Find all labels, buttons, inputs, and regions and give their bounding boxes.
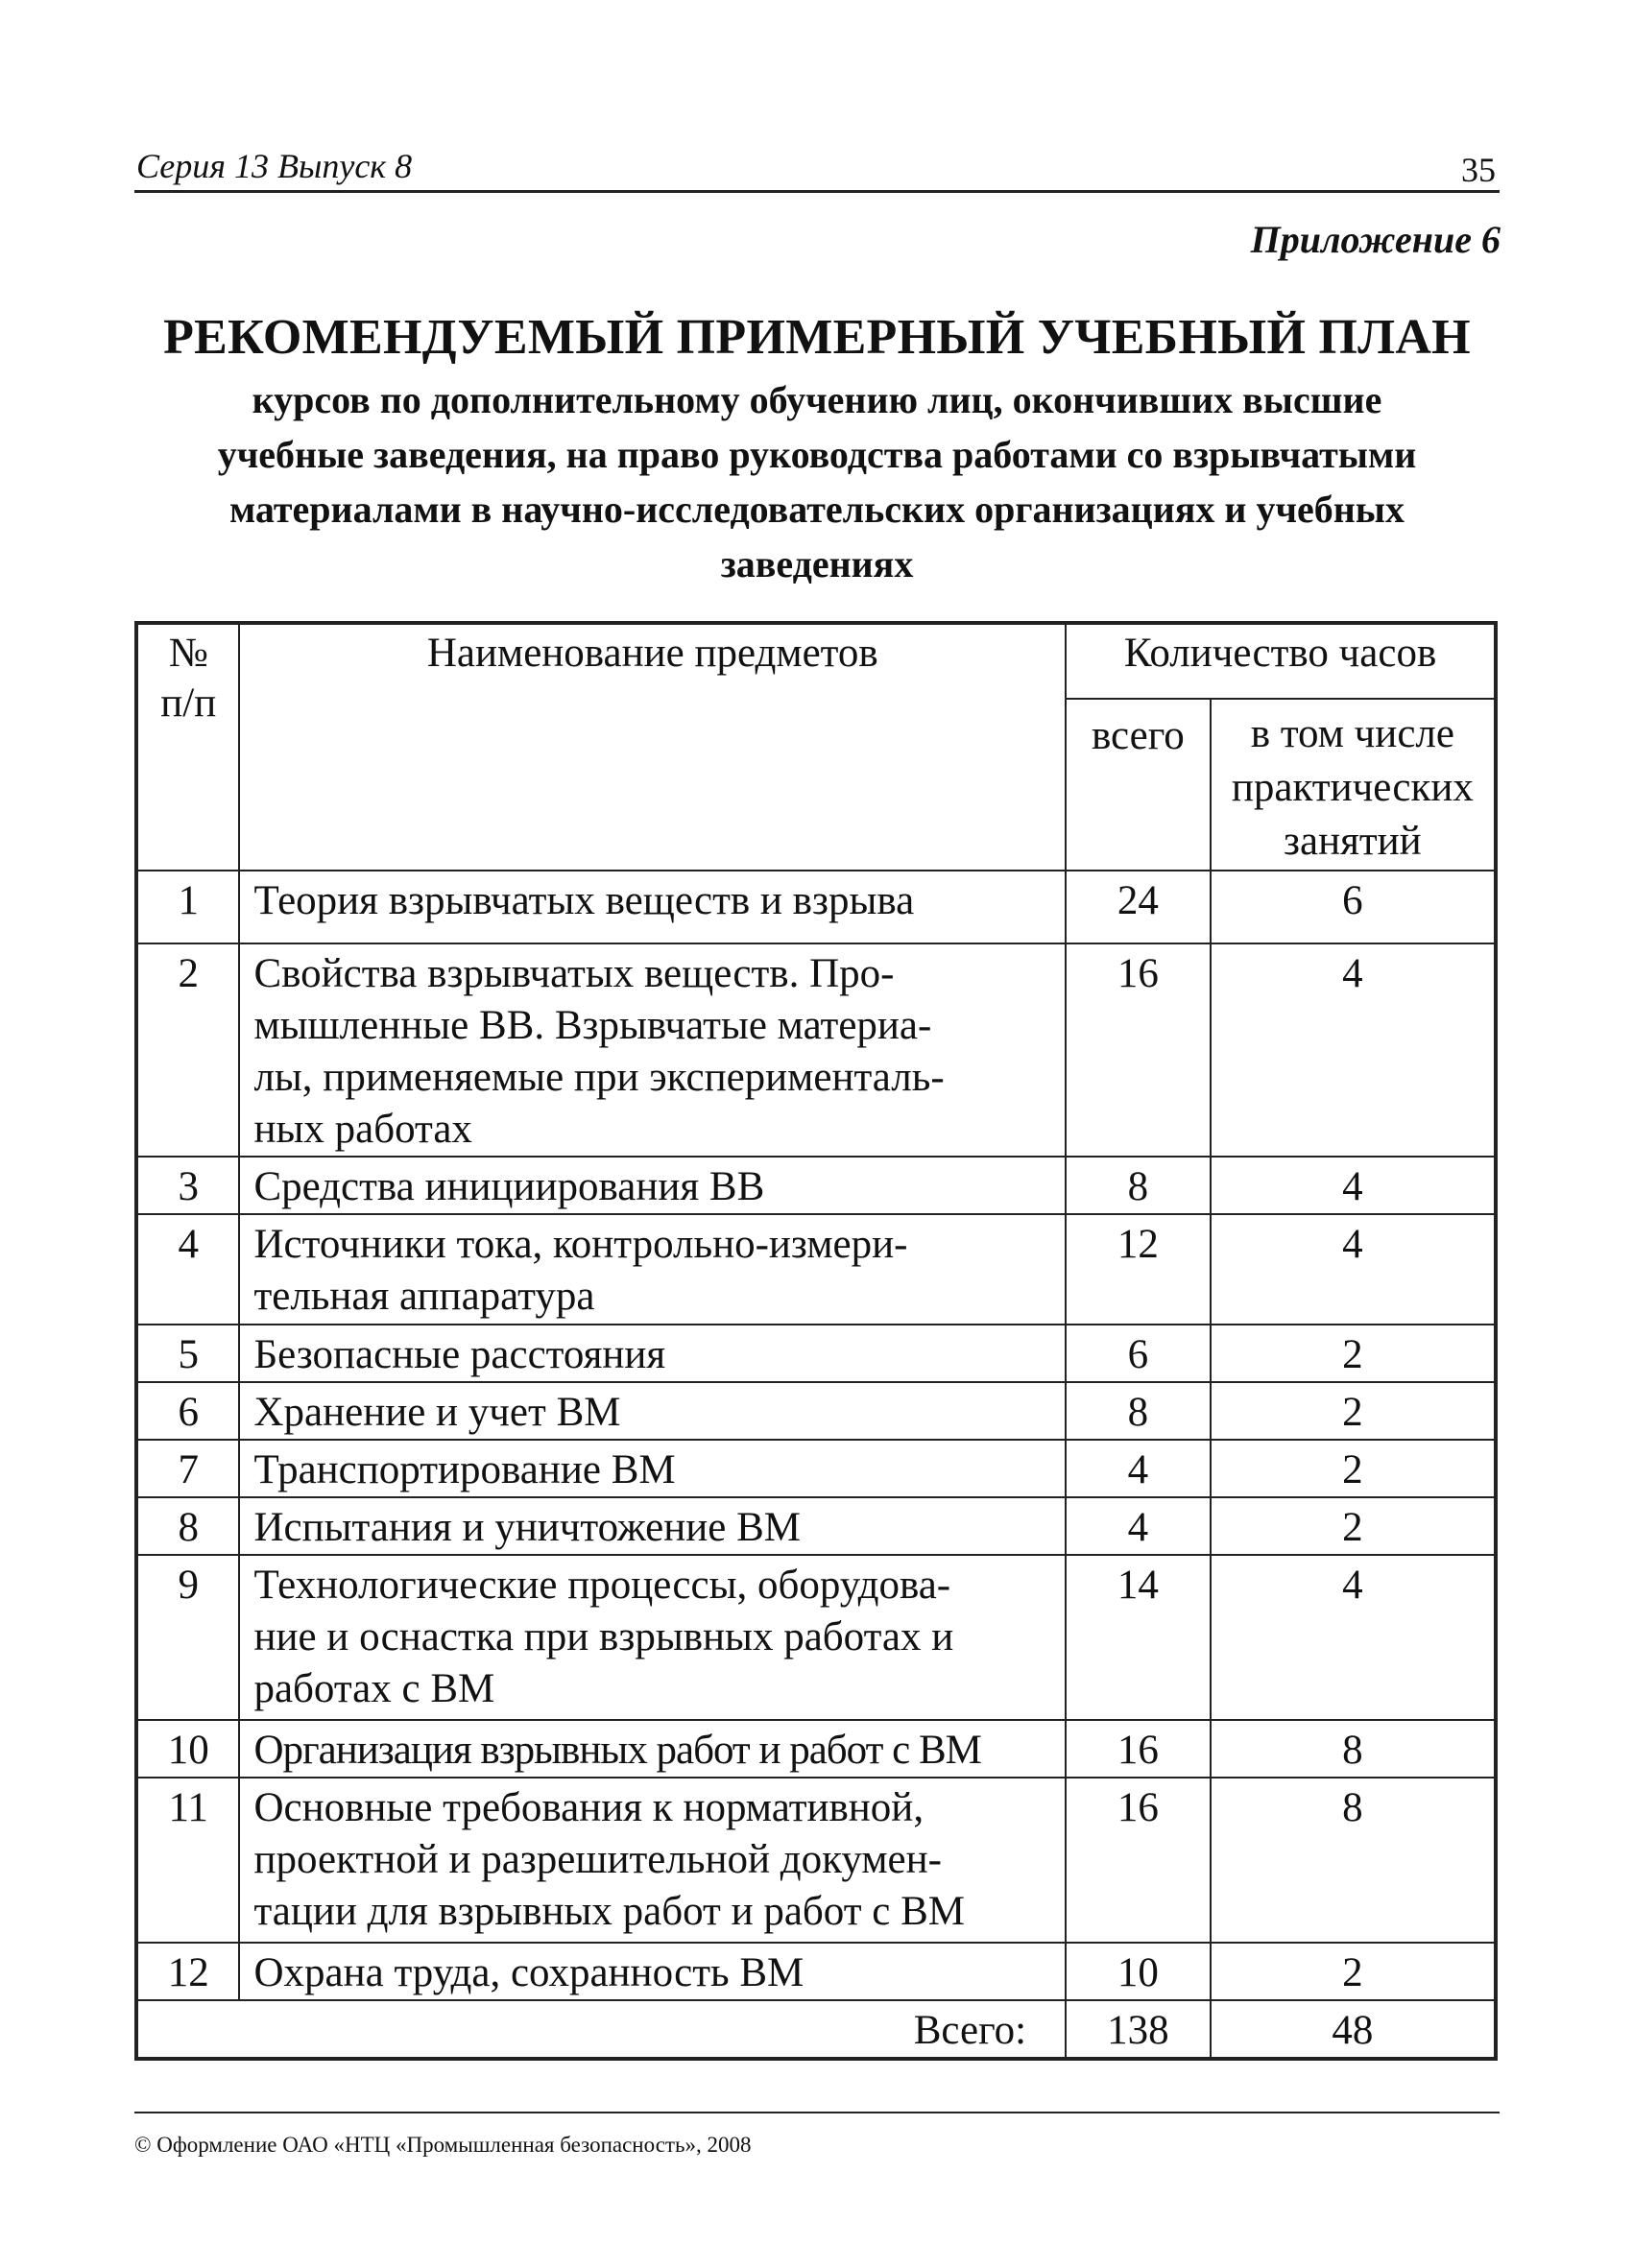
row-practical: 4 bbox=[1211, 1555, 1496, 1720]
table-row bbox=[136, 1157, 1496, 1214]
copyright-footer: © Оформление ОАО «НТЦ «Промышленная безопасность», 2008 bbox=[134, 2133, 752, 2157]
table-summary-row bbox=[136, 2000, 1496, 2059]
row-number: 1 bbox=[136, 871, 239, 943]
row-practical: 4 bbox=[1211, 1214, 1496, 1325]
header-number-symbol: № bbox=[168, 631, 208, 676]
row-total: 16 bbox=[1066, 1720, 1211, 1778]
row-total: 4 bbox=[1066, 1497, 1211, 1555]
row-total: 24 bbox=[1066, 871, 1211, 943]
header-practical-line: занятий bbox=[1284, 819, 1422, 864]
appendix-label: Приложение 6 bbox=[1250, 218, 1501, 261]
row-subject bbox=[239, 1497, 1066, 1555]
subtitle-line: учебные заведения, на право руководства работами со взрывчатыми bbox=[217, 433, 1417, 476]
row-subject bbox=[239, 1555, 1066, 1720]
summary-label: Всего: bbox=[136, 2000, 1066, 2059]
header-practical-line: в том числе bbox=[1250, 711, 1454, 756]
row-subject-line: ние и оснастка при взрывных работах и bbox=[253, 1614, 954, 1659]
subtitle-line: материалами в научно-исследовательских организациях и учебных bbox=[228, 488, 1405, 531]
table-row bbox=[136, 1555, 1496, 1720]
row-practical: 4 bbox=[1211, 943, 1496, 1157]
row-practical: 2 bbox=[1211, 1440, 1496, 1497]
row-number: 11 bbox=[136, 1778, 239, 1943]
header-total: всего bbox=[1066, 699, 1211, 871]
row-subject bbox=[239, 1720, 1066, 1778]
header-hours: Количество часов bbox=[1066, 623, 1496, 699]
table-header-row bbox=[136, 623, 1496, 699]
row-subject-line: Хранение и учет ВМ bbox=[253, 1390, 621, 1435]
row-total: 16 bbox=[1066, 943, 1211, 1157]
document-title: РЕКОМЕНДУЕМЫЙ ПРИМЕРНЫЙ УЧЕБНЫЙ ПЛАН bbox=[163, 310, 1471, 365]
table-row bbox=[136, 1325, 1496, 1382]
footer-divider bbox=[134, 2112, 1500, 2113]
row-number: 12 bbox=[136, 1943, 239, 2000]
table-row bbox=[136, 1720, 1496, 1778]
row-subject bbox=[239, 1778, 1066, 1943]
row-number: 5 bbox=[136, 1325, 239, 1382]
row-subject bbox=[239, 1214, 1066, 1325]
row-practical: 4 bbox=[1211, 1157, 1496, 1214]
row-subject bbox=[239, 1157, 1066, 1214]
page-header bbox=[134, 144, 1500, 193]
table-row bbox=[136, 1943, 1496, 2000]
header-practical bbox=[1211, 699, 1496, 871]
row-subject-line: тельная аппаратура bbox=[253, 1274, 595, 1319]
row-number: 10 bbox=[136, 1720, 239, 1778]
row-number: 3 bbox=[136, 1157, 239, 1214]
row-total: 6 bbox=[1066, 1325, 1211, 1382]
row-number: 6 bbox=[136, 1382, 239, 1440]
table-row bbox=[136, 1382, 1496, 1440]
row-total: 8 bbox=[1066, 1157, 1211, 1214]
row-subject bbox=[239, 871, 1066, 943]
row-practical: 2 bbox=[1211, 1382, 1496, 1440]
row-practical: 6 bbox=[1211, 871, 1496, 943]
series-label: Серия 13 Выпуск 8 bbox=[136, 147, 413, 185]
summary-practical: 48 bbox=[1211, 2000, 1496, 2059]
row-subject bbox=[239, 1382, 1066, 1440]
row-subject-line: мышленные ВВ. Взрывчатые материа- bbox=[253, 1003, 932, 1048]
table-row bbox=[136, 1440, 1496, 1497]
row-total: 16 bbox=[1066, 1778, 1211, 1943]
table-row bbox=[136, 871, 1496, 943]
row-subject bbox=[239, 943, 1066, 1157]
table-row bbox=[136, 943, 1496, 1157]
row-practical: 8 bbox=[1211, 1720, 1496, 1778]
row-number: 9 bbox=[136, 1555, 239, 1720]
row-subject-line: ных работах bbox=[253, 1107, 472, 1152]
row-subject-line: работах с ВМ bbox=[253, 1666, 495, 1711]
row-number: 2 bbox=[136, 943, 239, 1157]
row-subject-line: Теория взрывчатых веществ и взрыва bbox=[253, 878, 915, 923]
row-subject-line: Испытания и уничтожение ВМ bbox=[253, 1505, 802, 1550]
row-total: 10 bbox=[1066, 1943, 1211, 2000]
header-number bbox=[136, 623, 239, 871]
row-subject-line: Основные требования к нормативной, bbox=[253, 1785, 925, 1830]
row-subject-line: Технологические процессы, оборудова- bbox=[253, 1563, 951, 1608]
row-practical: 2 bbox=[1211, 1325, 1496, 1382]
row-subject-line: лы, применяемые при эксперименталь- bbox=[253, 1055, 945, 1100]
row-subject-line: Средства инициирования ВВ bbox=[253, 1164, 765, 1209]
row-subject-line: Безопасные расстояния bbox=[253, 1332, 666, 1377]
row-total: 14 bbox=[1066, 1555, 1211, 1720]
row-subject-line: проектной и разрешительной докумен- bbox=[253, 1837, 942, 1882]
row-subject-line: Охрана труда, сохранность ВМ bbox=[253, 1950, 804, 1995]
page-number: 35 bbox=[1461, 151, 1496, 189]
row-number: 7 bbox=[136, 1440, 239, 1497]
table-row bbox=[136, 1497, 1496, 1555]
row-practical: 8 bbox=[1211, 1778, 1496, 1943]
row-total: 4 bbox=[1066, 1440, 1211, 1497]
row-total: 8 bbox=[1066, 1382, 1211, 1440]
subtitle-line: заведениях bbox=[720, 542, 914, 585]
row-number: 8 bbox=[136, 1497, 239, 1555]
row-practical: 2 bbox=[1211, 1497, 1496, 1555]
row-subject-line: Источники тока, контрольно-измери- bbox=[253, 1222, 908, 1267]
curriculum-table bbox=[134, 621, 1498, 2061]
row-practical: 2 bbox=[1211, 1943, 1496, 2000]
table-row bbox=[136, 1214, 1496, 1325]
header-subject-name: Наименование предметов bbox=[239, 623, 1066, 871]
row-subject bbox=[239, 1440, 1066, 1497]
subtitle-line: курсов по дополнительному обучению лиц, окончивших высшие bbox=[252, 378, 1382, 421]
row-subject bbox=[239, 1943, 1066, 2000]
row-total: 12 bbox=[1066, 1214, 1211, 1325]
table-row bbox=[136, 1778, 1496, 1943]
document-subtitle bbox=[134, 372, 1500, 591]
header-practical-line: практических bbox=[1231, 765, 1474, 810]
header-number-abbr: п/п bbox=[160, 680, 217, 726]
row-subject-line: Свойства взрывчатых веществ. Про- bbox=[253, 951, 895, 996]
row-subject bbox=[239, 1325, 1066, 1382]
row-subject-line: Транспортирование ВМ bbox=[253, 1447, 676, 1492]
row-subject-line: тации для взрывных работ и работ с ВМ bbox=[253, 1889, 966, 1934]
row-subject-line: Организация взрывных работ и работ с ВМ bbox=[253, 1728, 981, 1773]
summary-total: 138 bbox=[1066, 2000, 1211, 2059]
row-number: 4 bbox=[136, 1214, 239, 1325]
